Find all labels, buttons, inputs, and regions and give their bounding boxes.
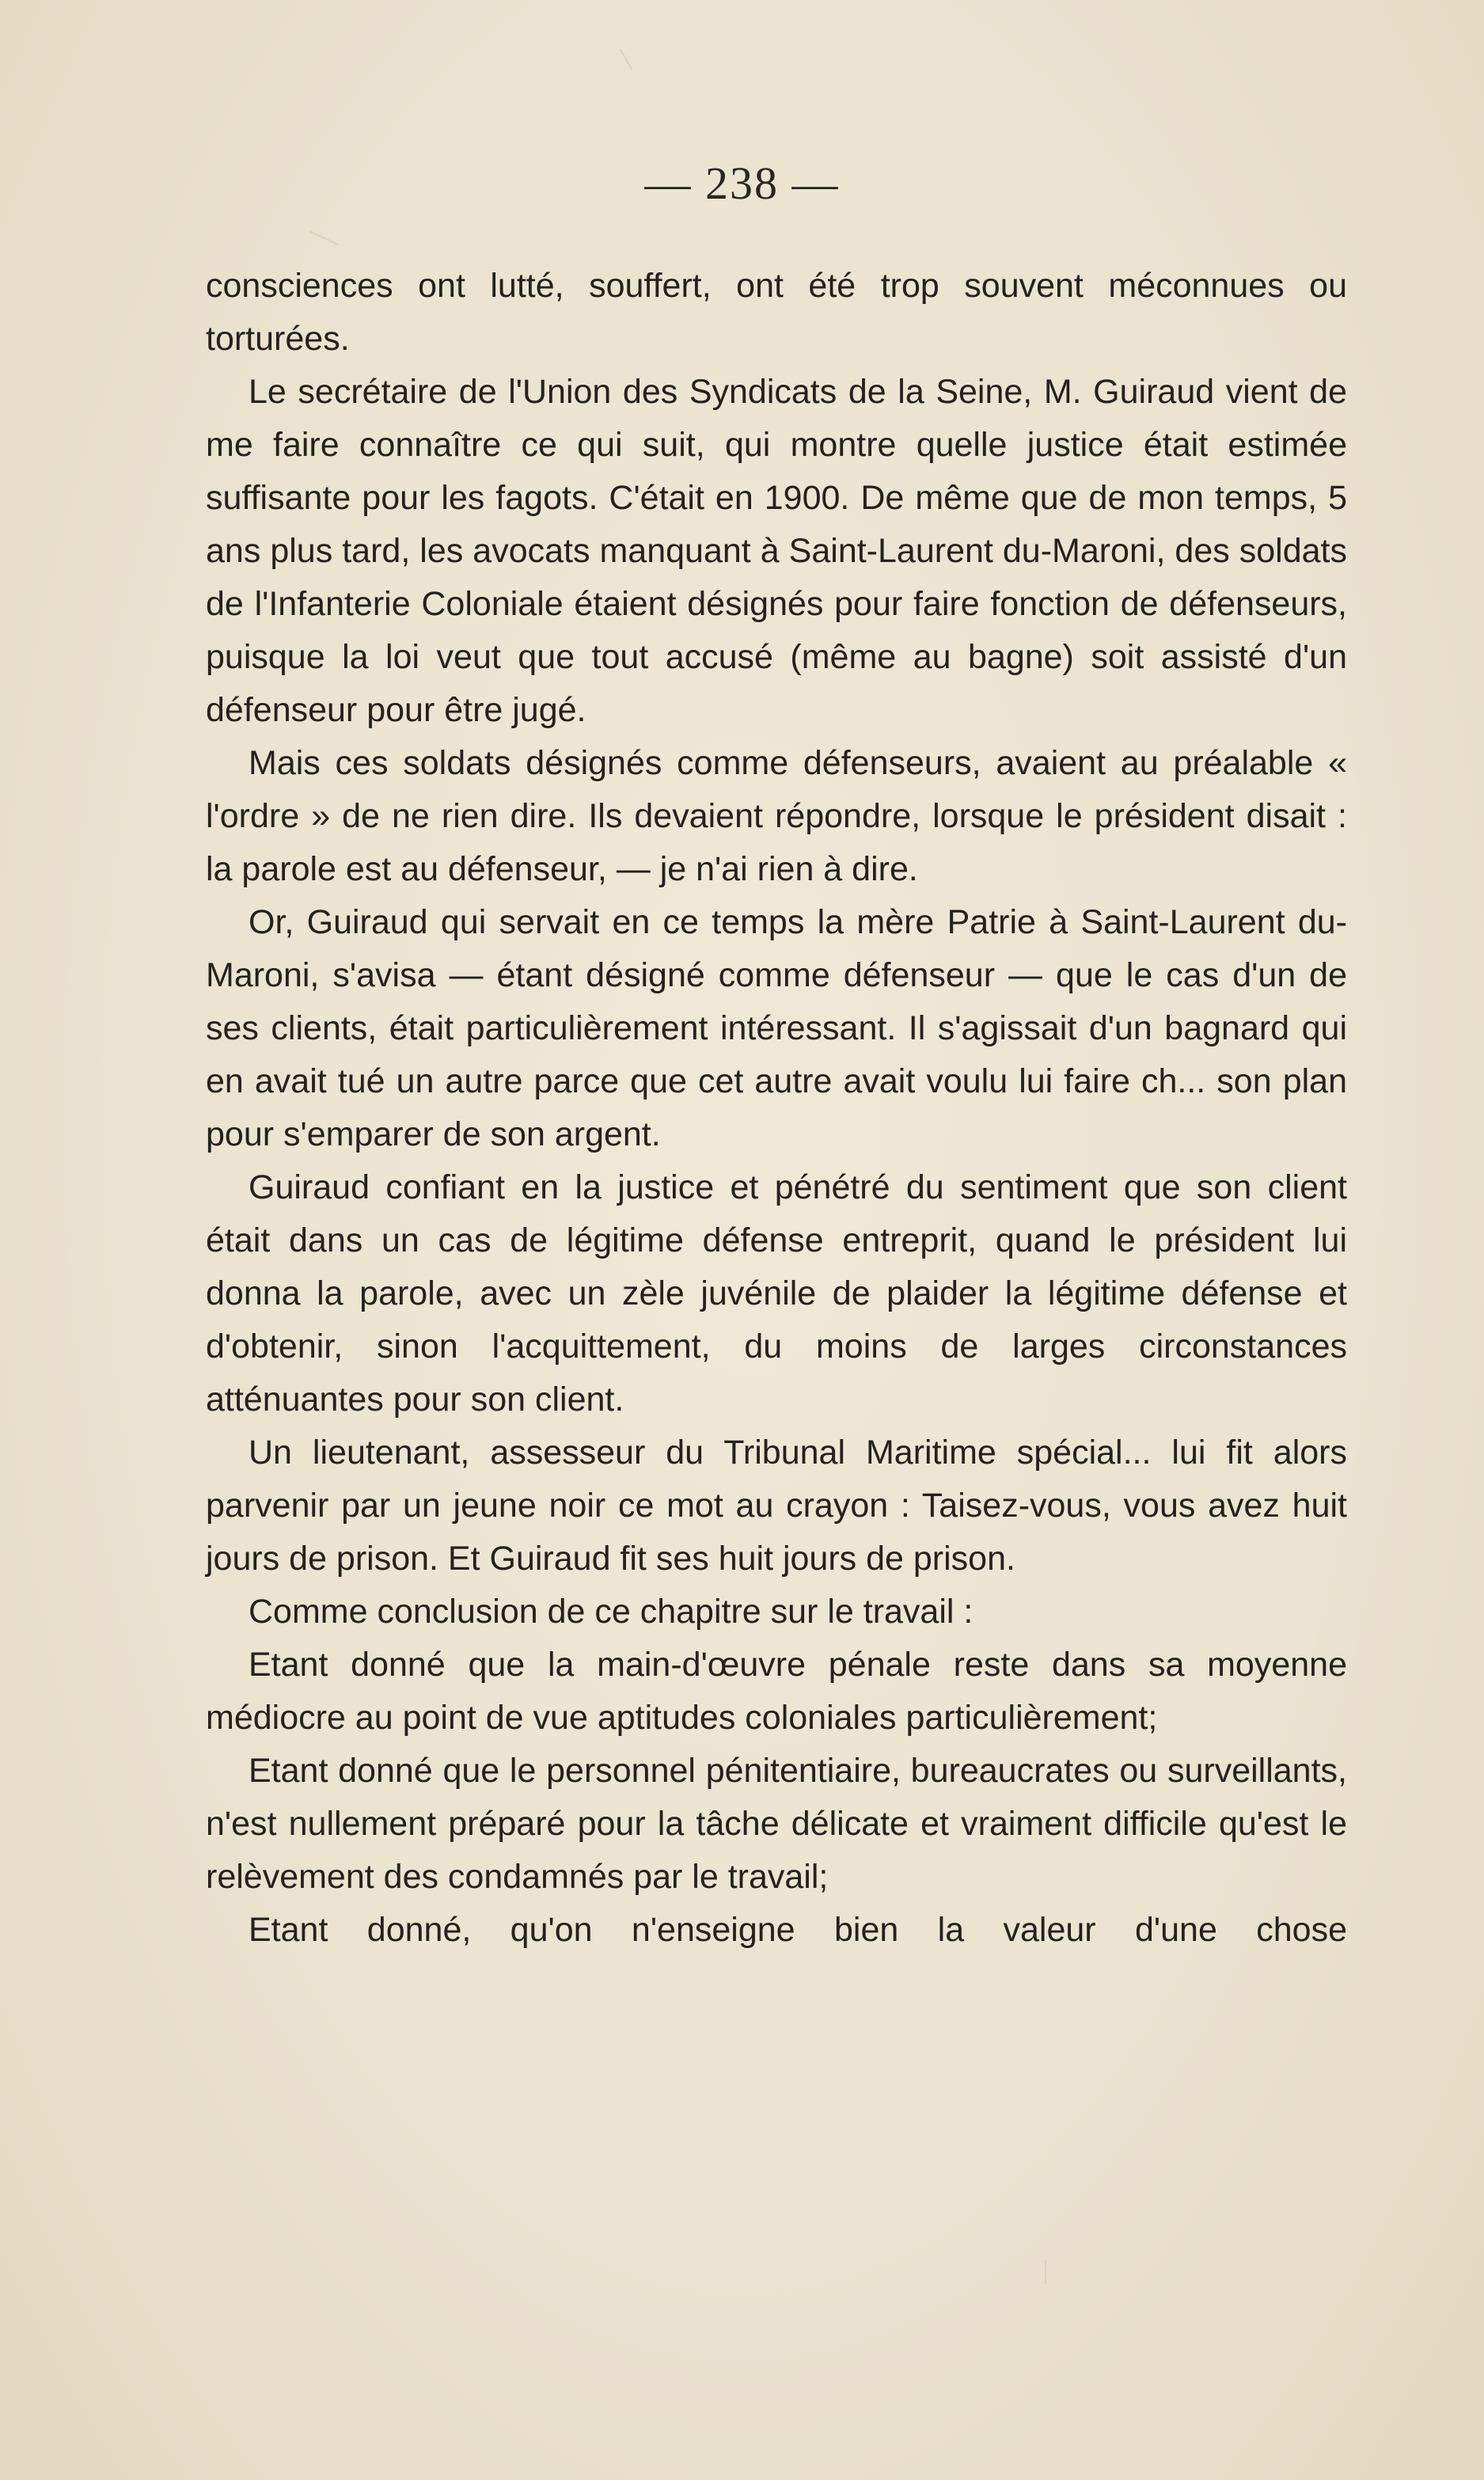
- paragraph: Mais ces soldats désignés comme défenseurs, avaient au préalable « l'ordre » de ne rien dire. Ils devaient répondre, lorsque le président disait : la parole est au défenseur, — je n'ai rien à dire.: [206, 744, 1347, 888]
- paragraph: Etant donné que la main-d'œuvre pénale reste dans sa moyenne médiocre au point de vue aptitudes coloniales particulièrement;: [206, 1646, 1347, 1737]
- paragraph: Etant donné que le personnel pénitentiaire, bureaucrates ou surveillants, n'est nullement préparé pour la tâche délicate et vraiment difficile qu'est le relèvement des condamnés par le travail;: [206, 1752, 1347, 1896]
- paragraph: Or, Guiraud qui servait en ce temps la mère Patrie à Saint-Laurent du-Maroni, s'avisa — étant désigné comme défenseur — que le cas d'un de ses clients, était particulièrement intéressant. Il s'agissait d'un bagnard qui en avait tué un autre parce que cet autre avait voulu lui faire ch... son plan pour s'emparer de son argent.: [206, 903, 1347, 1153]
- paragraph: Comme conclusion de ce chapitre sur le travail :: [249, 1593, 974, 1631]
- paper-mark: [620, 49, 633, 70]
- paper-mark: [1045, 2260, 1046, 2284]
- paragraph: Un lieutenant, assesseur du Tribunal Maritime spécial... lui fit alors parvenir par un jeune noir ce mot au crayon : Taisez-vous, vous avez huit jours de prison. Et Guiraud fit ses huit jours de prison.: [206, 1434, 1347, 1578]
- paragraph: consciences ont lutté, souffert, ont été trop souvent méconnues ou torturées.: [206, 267, 1347, 358]
- paper-mark: [309, 231, 339, 246]
- paragraph: Le secrétaire de l'Union des Syndicats de la Seine, M. Guiraud vient de me faire connaître ce qui suit, qui montre quelle justice était estimée suffisante pour les fagots. C'était en 1900. De même que de mon temps, 5 ans plus tard, les avocats manquant à Saint-Laurent du-Maroni, des soldats de l'Infanterie Coloniale étaient désignés pour faire fonction de défenseurs, puisque la loi veut que tout accusé (même au bagne) soit assisté d'un défenseur pour être jugé.: [206, 373, 1347, 729]
- page-number: — 238 —: [644, 158, 840, 209]
- paragraph: Etant donné, qu'on n'enseigne bien la valeur d'une chose: [249, 1911, 1347, 1949]
- body-text: [206, 260, 1347, 1957]
- paragraph: Guiraud confiant en la justice et pénétré du sentiment que son client était dans un cas de légitime défense entreprit, quand le président lui donna la parole, avec un zèle juvénile de plaider la légitime défense et d'obtenir, sinon l'acquittement, du moins de larges circonstances atténuantes pour son client.: [206, 1168, 1347, 1418]
